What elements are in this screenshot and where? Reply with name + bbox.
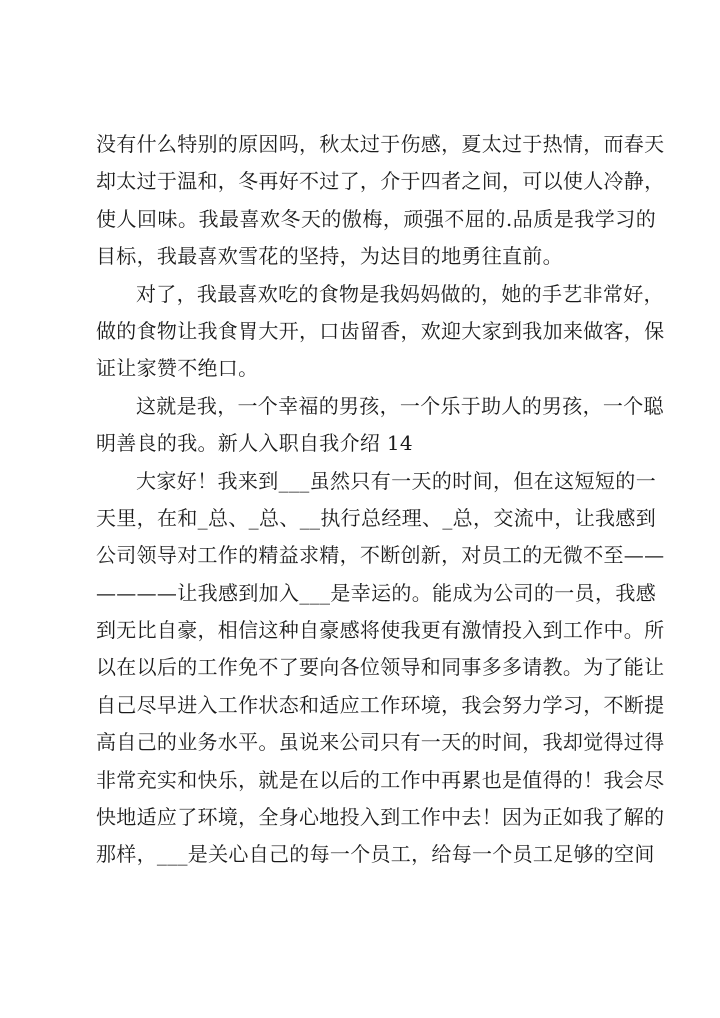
- text-line: 到无比自豪，相信这种自豪感将使我更有激情投入到工作中。所: [96, 618, 665, 643]
- paragraph-start-line: 这就是我，一个幸福的男孩，一个乐于助人的男孩，一个聪: [136, 393, 664, 418]
- text-line: 公司领导对工作的精益求精，不断创新，对员工的无微不至——: [96, 543, 665, 568]
- text-line: 快地适应了环境，全身心地投入到工作中去！因为正如我了解的: [96, 805, 665, 830]
- text-line: 使人回味。我最喜欢冬天的傲梅，顽强不屈的.品质是我学习的: [96, 206, 656, 231]
- text-line: 天里，在和_总、_总、__执行总经理、_总，交流中，让我感到: [96, 505, 656, 530]
- text-line: 没有什么特别的原因吗，秋太过于伤感，夏太过于热情，而春天: [96, 132, 665, 156]
- text-line: 明善良的我。新人入职自我介绍 14: [96, 431, 413, 456]
- text-line: ————让我感到加入___是幸运的。能成为公司的一员，我感: [96, 580, 656, 605]
- text-line: 高自己的业务水平。虽说来公司只有一天的时间，我却觉得过得: [96, 730, 665, 755]
- text-line: 做的食物让我食胃大开，口齿留香，欢迎大家到我加来做客，保: [96, 318, 665, 343]
- text-line: 自己尽早进入工作状态和适应工作环境，我会努力学习，不断提: [96, 692, 665, 717]
- text-line: 那样，___是关心自己的每一个员工，给每一个员工足够的空间: [96, 842, 655, 867]
- document-body: [96, 126, 665, 874]
- paragraph-start-line: 对了，我最喜欢吃的食物是我妈妈做的，她的手艺非常好，: [136, 281, 664, 306]
- text-line: 非常充实和快乐，就是在以后的工作中再累也是值得的！我会尽: [96, 767, 665, 792]
- text-line: 却太过于温和，冬再好不过了，介于四者之间，可以使人冷静，: [96, 169, 665, 194]
- text-line: 以在以后的工作免不了要向各位领导和同事多多请教。为了能让: [96, 655, 665, 680]
- text-line: 证让家赞不绝口。: [96, 356, 259, 381]
- paragraph-start-line: 大家好！我来到___虽然只有一天的时间，但在这短短的一: [136, 468, 656, 493]
- text-line: 目标，我最喜欢雪花的坚持，为达目的地勇往直前。: [96, 244, 563, 269]
